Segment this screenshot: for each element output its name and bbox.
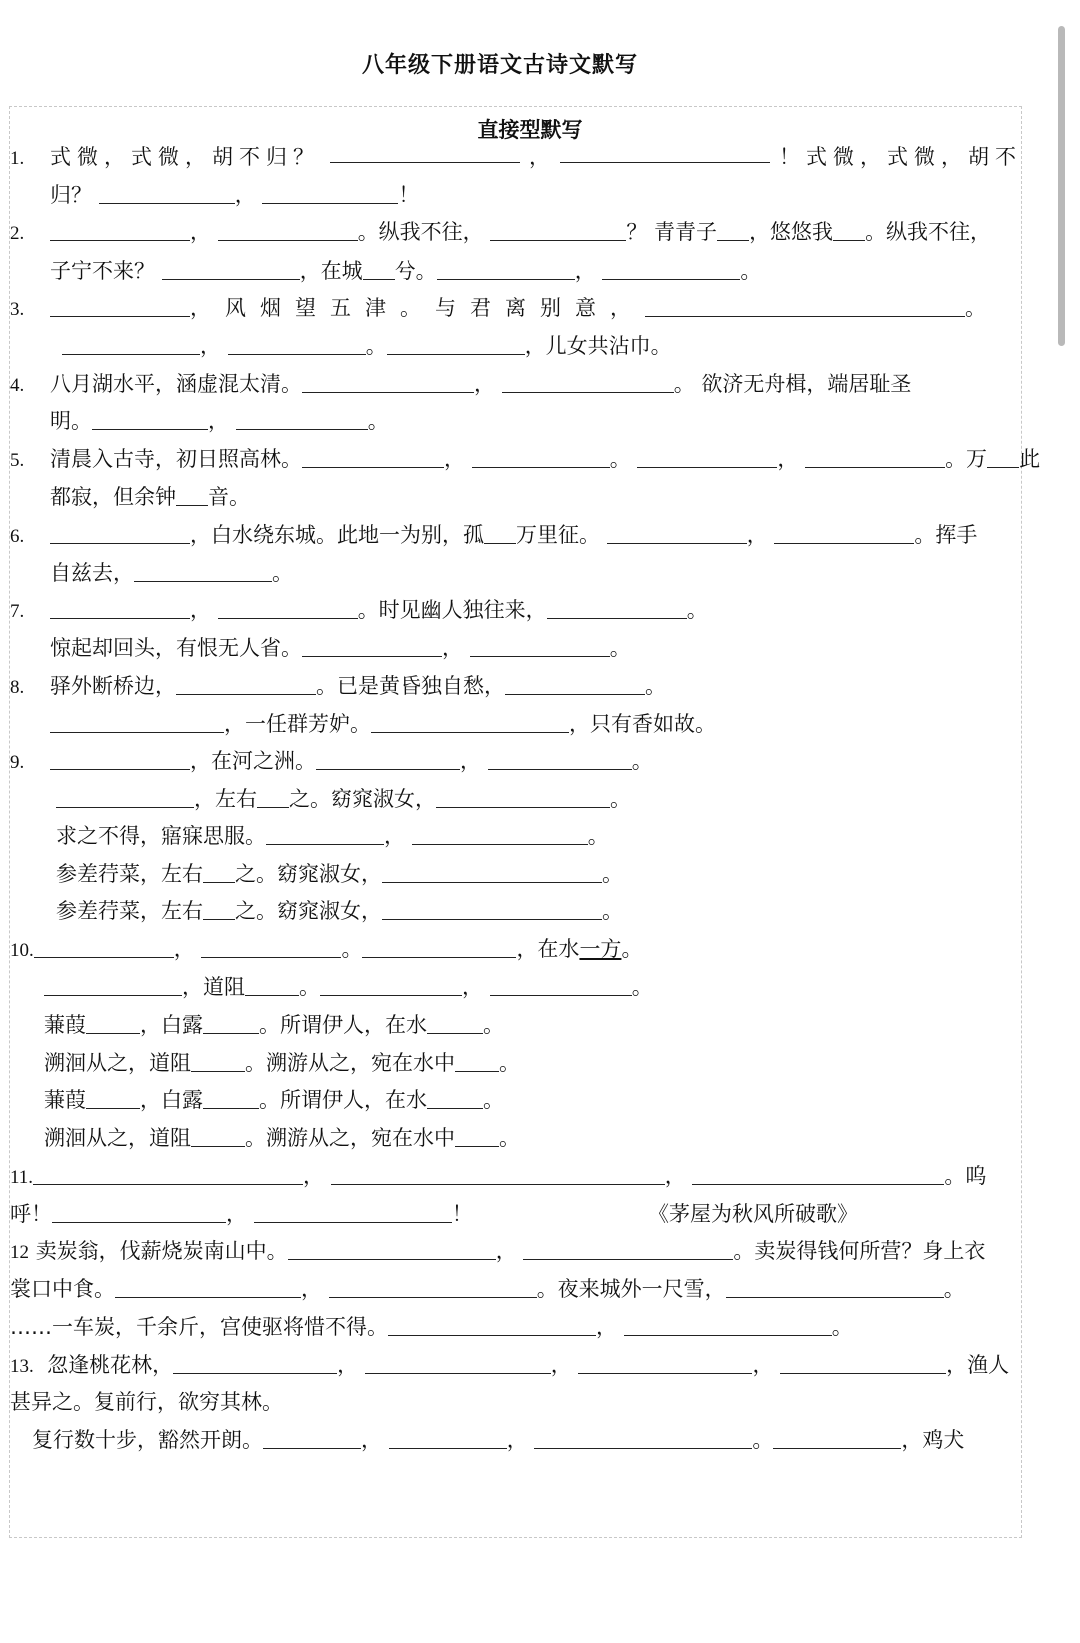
answer-blank[interactable] bbox=[455, 1049, 499, 1072]
answer-blank[interactable] bbox=[412, 822, 588, 845]
text: ， bbox=[200, 334, 221, 358]
answer-blank[interactable] bbox=[99, 181, 235, 204]
answer-blank[interactable] bbox=[645, 294, 965, 317]
answer-blank[interactable] bbox=[602, 257, 740, 280]
answer-blank[interactable] bbox=[176, 672, 316, 695]
answer-blank[interactable] bbox=[389, 1426, 507, 1449]
item-number: 11. bbox=[10, 1167, 34, 1188]
question-11-line-1 bbox=[10, 1159, 986, 1193]
answer-blank[interactable] bbox=[320, 973, 462, 996]
text: ！式微，式微，胡不 bbox=[779, 145, 1022, 169]
answer-blank[interactable] bbox=[437, 257, 575, 280]
answer-blank[interactable] bbox=[363, 257, 395, 280]
text: 。 bbox=[645, 674, 666, 698]
text: 呼！ bbox=[10, 1202, 52, 1226]
text: ， bbox=[664, 1164, 686, 1188]
question-9-line-2 bbox=[56, 782, 631, 816]
answer-blank[interactable] bbox=[607, 521, 747, 544]
text: 此 bbox=[1019, 447, 1041, 471]
answer-blank[interactable] bbox=[228, 332, 366, 355]
text: 。万 bbox=[945, 447, 988, 471]
question-1-line-2 bbox=[50, 178, 419, 212]
text: 惊起却回头，有恨无人省。 bbox=[50, 636, 302, 660]
answer-blank[interactable] bbox=[86, 1011, 140, 1034]
poem-source-title: 《茅屋为秋风所破歌》 bbox=[648, 1202, 858, 1226]
text: ，只有香如故。 bbox=[569, 712, 716, 736]
answer-blank[interactable] bbox=[362, 935, 516, 958]
text: ， bbox=[506, 1428, 528, 1452]
text: ，一任群芳妒。 bbox=[224, 712, 371, 736]
text: 。 bbox=[367, 409, 389, 433]
text: ， bbox=[303, 1164, 325, 1188]
text: ， bbox=[444, 447, 465, 471]
answer-blank[interactable] bbox=[52, 1200, 226, 1223]
text: 。 bbox=[686, 598, 708, 622]
answer-blank[interactable] bbox=[92, 407, 208, 430]
text: ……一车炭，千余斤，宫使驱将惜不得。 bbox=[10, 1315, 388, 1339]
answer-blank[interactable] bbox=[302, 445, 444, 468]
item-number: 1. bbox=[10, 148, 25, 169]
text: 。已是黄昏独自愁， bbox=[316, 674, 505, 698]
question-7-line-2 bbox=[50, 631, 631, 665]
text: 。呜 bbox=[944, 1164, 987, 1188]
answer-blank[interactable] bbox=[331, 1162, 665, 1185]
text: ， bbox=[190, 598, 211, 622]
text: 。 bbox=[740, 259, 762, 283]
answer-blank[interactable] bbox=[624, 1313, 832, 1336]
answer-blank[interactable] bbox=[436, 785, 610, 808]
text: ，悠悠我 bbox=[749, 220, 834, 244]
question-3-line-1 bbox=[50, 291, 986, 325]
answer-blank[interactable] bbox=[115, 1275, 301, 1298]
answer-blank[interactable] bbox=[33, 1162, 303, 1185]
text: 。纵我不往， bbox=[865, 220, 992, 244]
question-10-line-4 bbox=[44, 1046, 520, 1080]
text: 。 bbox=[831, 1315, 853, 1339]
question-1-line-1 bbox=[50, 140, 1022, 174]
text: 。 bbox=[272, 561, 293, 585]
text: ，儿女共沾巾。 bbox=[524, 334, 672, 358]
text: 归？ bbox=[50, 183, 92, 207]
text: ， bbox=[474, 372, 495, 396]
answer-blank[interactable] bbox=[203, 1011, 259, 1034]
item-number: 10. bbox=[10, 940, 34, 961]
answer-blank[interactable] bbox=[387, 332, 525, 355]
answer-blank[interactable] bbox=[203, 860, 235, 883]
answer-blank[interactable] bbox=[534, 1426, 752, 1449]
answer-blank[interactable] bbox=[505, 672, 645, 695]
question-13-line-2: 甚异之。复前行，欲穷其林。 bbox=[10, 1390, 283, 1414]
text: 清晨入古寺，初日照高林。 bbox=[50, 447, 302, 471]
text: 之。窈窕淑女， bbox=[289, 787, 436, 811]
item-number: 13. bbox=[10, 1356, 34, 1377]
answer-blank[interactable] bbox=[316, 747, 460, 770]
item-number: 12 bbox=[10, 1242, 29, 1263]
question-4-line-1 bbox=[50, 367, 911, 401]
answer-blank[interactable] bbox=[833, 218, 865, 241]
answer-blank[interactable] bbox=[257, 785, 289, 808]
question-9-line-3 bbox=[56, 819, 609, 853]
question-6-line-2 bbox=[50, 556, 293, 590]
text: 万里征。 bbox=[516, 523, 600, 547]
text: ， bbox=[596, 1315, 617, 1339]
answer-blank[interactable] bbox=[490, 973, 632, 996]
text: 。纵我不往， bbox=[357, 220, 484, 244]
answer-blank[interactable] bbox=[86, 1086, 140, 1109]
text: ，白露 bbox=[140, 1088, 203, 1112]
text: 一方 bbox=[579, 937, 622, 961]
text: 。挥手 bbox=[914, 523, 978, 547]
answer-blank[interactable] bbox=[329, 1275, 537, 1298]
answer-blank[interactable] bbox=[371, 710, 569, 733]
text: 之。窈窕淑女， bbox=[235, 899, 382, 923]
question-6-line-1 bbox=[50, 518, 977, 552]
text: 。 bbox=[365, 334, 387, 358]
text: ， bbox=[529, 145, 550, 169]
text: 。 bbox=[609, 447, 631, 471]
answer-blank[interactable] bbox=[50, 294, 190, 317]
text: ，白露 bbox=[140, 1013, 203, 1037]
text: 。 bbox=[752, 1428, 774, 1452]
text: ，白水绕东城。此地一为别，孤 bbox=[190, 523, 484, 547]
question-3-line-2 bbox=[62, 329, 672, 363]
text: 。所谓伊人，在水 bbox=[259, 1013, 427, 1037]
text: 。 bbox=[631, 975, 653, 999]
text: 。 bbox=[965, 296, 986, 320]
answer-blank[interactable] bbox=[382, 860, 602, 883]
text: 。所谓伊人，在水 bbox=[259, 1088, 427, 1112]
answer-blank[interactable] bbox=[191, 1049, 245, 1072]
answer-blank[interactable] bbox=[692, 1162, 944, 1185]
text: ，在城 bbox=[299, 259, 363, 283]
question-9-line-4 bbox=[56, 857, 623, 891]
text: 欲济无舟楫，端居耻圣 bbox=[701, 372, 912, 396]
answer-blank[interactable] bbox=[365, 1351, 551, 1374]
question-11-line-2 bbox=[10, 1197, 473, 1231]
text: 之。窈窕淑女， bbox=[235, 862, 382, 886]
answer-blank[interactable] bbox=[218, 218, 358, 241]
answer-blank[interactable] bbox=[162, 257, 300, 280]
answer-blank[interactable] bbox=[427, 1011, 483, 1034]
text: ，渔人 bbox=[946, 1353, 1010, 1377]
scrollbar[interactable] bbox=[1058, 26, 1065, 346]
text: 。夜来城外一尺雪， bbox=[536, 1277, 726, 1301]
text: 蒹葭 bbox=[44, 1013, 86, 1037]
item-number: 6. bbox=[10, 526, 25, 547]
answer-blank[interactable] bbox=[262, 181, 398, 204]
text: 驿外断桥边， bbox=[50, 674, 176, 698]
question-10-line-2 bbox=[44, 970, 653, 1004]
answer-blank[interactable] bbox=[203, 1086, 259, 1109]
text: 溯洄从之，道阻 bbox=[44, 1051, 191, 1075]
text: ，鸡犬 bbox=[901, 1428, 965, 1452]
text: 。 bbox=[943, 1277, 965, 1301]
answer-blank[interactable] bbox=[773, 1426, 901, 1449]
answer-blank[interactable] bbox=[50, 710, 224, 733]
question-12-line-1 bbox=[10, 1234, 985, 1268]
answer-blank[interactable] bbox=[484, 521, 516, 544]
text: ， bbox=[234, 183, 256, 207]
text: ， bbox=[226, 1202, 247, 1226]
text: 。 bbox=[299, 975, 320, 999]
text: 复行数十步，豁然开朗。 bbox=[32, 1428, 263, 1452]
answer-blank[interactable] bbox=[455, 1124, 499, 1147]
text: 。 bbox=[499, 1126, 520, 1150]
text: 都寂，但余钟 bbox=[50, 485, 176, 509]
text: 八月湖水平，涵虚混太清。 bbox=[50, 372, 302, 396]
text: ， bbox=[574, 259, 596, 283]
text: 。时见幽人独往来， bbox=[357, 598, 547, 622]
answer-blank[interactable] bbox=[578, 1351, 752, 1374]
text: 。溯游从之，宛在水中 bbox=[245, 1051, 455, 1075]
text: 蒹葭 bbox=[44, 1088, 86, 1112]
text: ， bbox=[495, 1239, 517, 1263]
item-number: 5. bbox=[10, 450, 25, 471]
item-number: 8. bbox=[10, 677, 25, 698]
text: 参差荇菜，左右 bbox=[56, 899, 203, 923]
question-5-line-2 bbox=[50, 480, 250, 514]
text: ， bbox=[337, 1353, 359, 1377]
answer-blank[interactable] bbox=[987, 445, 1019, 468]
answer-blank[interactable] bbox=[488, 747, 632, 770]
section-title: 直接型默写 bbox=[477, 118, 583, 142]
answer-blank[interactable] bbox=[50, 596, 190, 619]
question-9-line-5 bbox=[56, 894, 623, 928]
question-7-line-1 bbox=[50, 593, 708, 627]
question-2-line-2 bbox=[50, 254, 761, 288]
question-8-line-1 bbox=[50, 669, 666, 703]
question-13-line-1 bbox=[10, 1348, 1009, 1382]
answer-blank[interactable] bbox=[191, 1124, 245, 1147]
text: 兮。 bbox=[394, 259, 437, 283]
text: ， bbox=[361, 1428, 382, 1452]
text: ， bbox=[752, 1353, 774, 1377]
answer-blank[interactable] bbox=[560, 140, 770, 163]
answer-blank[interactable] bbox=[774, 521, 914, 544]
text: 溯洄从之，道阻 bbox=[44, 1126, 191, 1150]
answer-blank[interactable] bbox=[302, 370, 474, 393]
text: ，左右 bbox=[194, 787, 257, 811]
answer-blank[interactable] bbox=[254, 1200, 452, 1223]
text: ， bbox=[462, 975, 483, 999]
answer-blank[interactable] bbox=[62, 332, 200, 355]
text: ， bbox=[442, 636, 463, 660]
answer-blank[interactable] bbox=[236, 407, 368, 430]
answer-blank[interactable] bbox=[490, 218, 626, 241]
text: 参差荇菜，左右 bbox=[56, 862, 203, 886]
text: 。 bbox=[609, 636, 631, 660]
answer-blank[interactable] bbox=[427, 1086, 483, 1109]
text: 。溯游从之，宛在水中 bbox=[245, 1126, 455, 1150]
text: 。 bbox=[673, 372, 695, 396]
answer-blank[interactable] bbox=[173, 1351, 337, 1374]
text: ，在河之洲。 bbox=[190, 749, 316, 773]
text: 。 bbox=[621, 937, 643, 961]
answer-blank[interactable] bbox=[805, 445, 945, 468]
item-number: 3. bbox=[10, 299, 25, 320]
text: 。 bbox=[483, 1013, 504, 1037]
question-13-line-3 bbox=[32, 1423, 964, 1457]
item-number: 7. bbox=[10, 601, 25, 622]
text: ，在水 bbox=[516, 937, 580, 961]
answer-blank[interactable] bbox=[266, 822, 384, 845]
page-title: 八年级下册语文古诗文默写 bbox=[361, 53, 638, 78]
text: 自兹去， bbox=[50, 561, 134, 585]
text: ， bbox=[208, 409, 229, 433]
text: ， bbox=[777, 447, 799, 471]
text: ， bbox=[460, 749, 481, 773]
question-8-line-2 bbox=[50, 707, 716, 741]
question-5-line-1 bbox=[50, 442, 1040, 476]
answer-blank[interactable] bbox=[50, 747, 190, 770]
answer-blank[interactable] bbox=[288, 1237, 496, 1260]
question-12-line-3 bbox=[10, 1310, 853, 1344]
answer-blank[interactable] bbox=[218, 596, 358, 619]
answer-blank[interactable] bbox=[717, 218, 749, 241]
answer-blank[interactable] bbox=[302, 634, 442, 657]
question-2-line-1 bbox=[50, 215, 991, 249]
answer-blank[interactable] bbox=[330, 140, 520, 163]
text: ！ bbox=[451, 1202, 473, 1226]
text: ， bbox=[173, 937, 195, 961]
answer-blank[interactable] bbox=[502, 370, 674, 393]
question-9-line-1 bbox=[50, 744, 653, 778]
text: ，风烟望五津。与君离别意， bbox=[190, 296, 645, 320]
question-10-line-3 bbox=[44, 1008, 504, 1042]
text: 子宁不来？ bbox=[50, 259, 155, 283]
text: ， bbox=[301, 1277, 322, 1301]
answer-blank[interactable] bbox=[203, 897, 235, 920]
item-number: 4. bbox=[10, 375, 25, 396]
answer-blank[interactable] bbox=[56, 785, 194, 808]
item-number: 9. bbox=[10, 752, 25, 773]
answer-blank[interactable] bbox=[50, 521, 190, 544]
text: 。 bbox=[587, 824, 609, 848]
answer-blank[interactable] bbox=[263, 1426, 361, 1449]
text: 。 bbox=[602, 862, 623, 886]
answer-blank[interactable] bbox=[134, 559, 272, 582]
answer-blank[interactable] bbox=[472, 445, 610, 468]
answer-blank[interactable] bbox=[201, 935, 341, 958]
text: 。 bbox=[499, 1051, 520, 1075]
answer-blank[interactable] bbox=[50, 218, 190, 241]
answer-blank[interactable] bbox=[44, 973, 182, 996]
text: 。 bbox=[610, 787, 631, 811]
answer-blank[interactable] bbox=[470, 634, 610, 657]
question-4-line-2 bbox=[50, 404, 389, 438]
text: ？ 青青子 bbox=[626, 220, 718, 244]
text: ！ bbox=[398, 183, 420, 207]
answer-blank[interactable] bbox=[34, 935, 174, 958]
text: ， bbox=[190, 220, 211, 244]
answer-blank[interactable] bbox=[523, 1237, 733, 1260]
text: 明。 bbox=[50, 409, 92, 433]
answer-blank[interactable] bbox=[382, 897, 602, 920]
answer-blank[interactable] bbox=[780, 1351, 946, 1374]
question-10-line-6 bbox=[44, 1121, 520, 1155]
answer-blank[interactable] bbox=[637, 445, 777, 468]
text: 求之不得，寤寐思服。 bbox=[56, 824, 266, 848]
text: 裳口中食。 bbox=[10, 1277, 115, 1301]
text: ， bbox=[550, 1353, 572, 1377]
item-number: 2. bbox=[10, 223, 25, 244]
text: ， bbox=[384, 824, 405, 848]
text: 忽逢桃花林， bbox=[47, 1353, 174, 1377]
text: 。 bbox=[341, 937, 363, 961]
text: 音。 bbox=[208, 485, 250, 509]
answer-blank[interactable] bbox=[547, 596, 687, 619]
text: 。 bbox=[483, 1088, 504, 1112]
text: 。 bbox=[631, 749, 653, 773]
answer-blank[interactable] bbox=[245, 973, 299, 996]
answer-blank[interactable] bbox=[388, 1313, 596, 1336]
text: 。卖炭得钱何所营？身上衣 bbox=[733, 1239, 986, 1263]
text: 卖炭翁，伐薪烧炭南山中。 bbox=[35, 1239, 288, 1263]
question-10-line-1 bbox=[10, 932, 642, 966]
text: 式微，式微，胡不归？ bbox=[50, 145, 320, 169]
answer-blank[interactable] bbox=[176, 483, 208, 506]
answer-blank[interactable] bbox=[726, 1275, 944, 1298]
question-10-line-5 bbox=[44, 1083, 504, 1117]
text: ， bbox=[746, 523, 768, 547]
text: 。 bbox=[602, 899, 623, 923]
question-12-line-2 bbox=[10, 1272, 965, 1306]
text: ，道阻 bbox=[182, 975, 245, 999]
